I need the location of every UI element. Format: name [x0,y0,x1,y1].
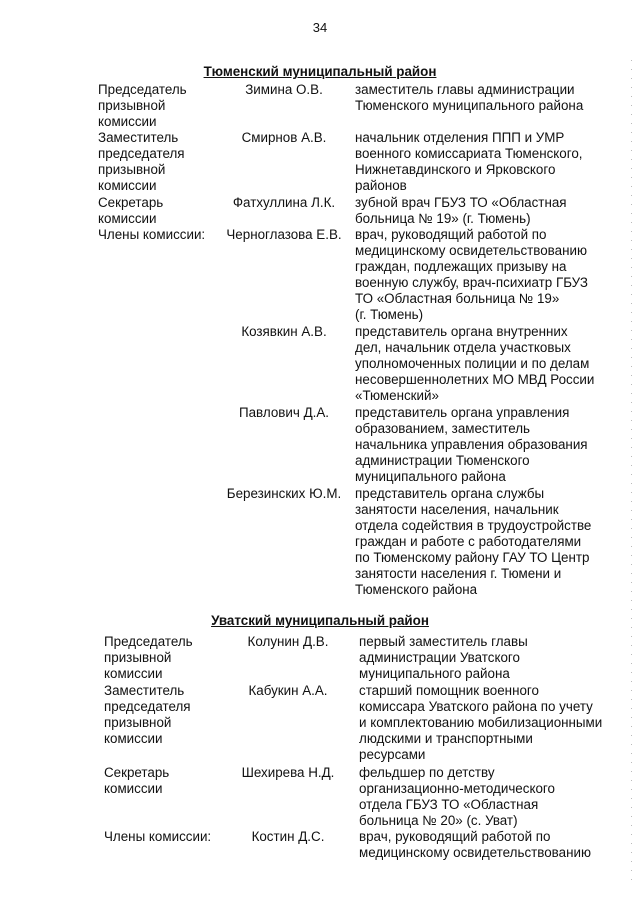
position-description: представитель органа управления образованием, заместитель начальника управления образования администрации Тюменского муниципального района [355,405,588,484]
person-name: Козявкин А.В. [241,324,327,339]
position-description: представитель органа службы занятости населения, начальник отдела содействия в трудоустройстве граждан и работе с работодателями по Тюменскому району ГАУ ТО Центр занятости населения г. Тюмени и Тюменского района [355,486,592,597]
person-name: Березинских Ю.М. [226,486,342,501]
position-description: врач, руководящий работой по медицинскому освидетельствованию [359,829,592,860]
role-label: Заместитель председателя призывной комиссии [104,683,191,746]
position-description: первый заместитель главы администрации Уватского муниципального района [359,634,528,681]
position-description: врач, руководящий работой по медицинскому освидетельствованию граждан, подлежащих призыву на военную службу, врач-психиатр ГБУЗ ТО «Областная больница № 19» (г. Тюмень) [355,227,588,322]
person-name: Павлович Д.А. [238,405,330,420]
position-description: представитель органа внутренних дел, начальник отдела участковых уполномоченных полиции и по делам несовершеннолетних МО МВД России «Тюменский» [355,324,595,403]
row-secretary [0,765,640,829]
person-name: Фатхуллина Л.К. [232,195,336,210]
row-member [0,405,640,486]
person-name: Смирнов А.В. [241,130,327,145]
row-deputy [0,683,640,765]
section-uvat [0,634,640,863]
role-label: Председатель призывной комиссии [104,634,193,681]
position-description: заместитель главы администрации Тюменского муниципального района [355,82,584,113]
person-name: Черноглазова Е.В. [226,227,342,242]
row-chairman [0,634,640,683]
row-chairman [0,82,640,130]
page-number: 34 [312,20,328,35]
row-member [0,829,640,863]
role-label: Члены комиссии: [104,829,212,844]
scan-edge-dots [631,60,632,880]
person-name: Зимина О.В. [245,82,323,97]
person-name: Кабукин А.А. [248,683,328,698]
role-label: Председатель призывной комиссии [98,82,187,129]
position-description: фельдшер по детству организационно-методического отдела ГБУЗ ТО «Областная больница № 20» (с. Уват) [359,765,555,828]
person-name: Шехирева Н.Д. [241,765,335,780]
role-label: Члены комиссии: [98,227,206,242]
position-description: начальник отделения ППП и УМР военного комиссариата Тюменского, Нижнетавдинского и Ярковского районов [355,130,583,193]
row-member [0,486,640,598]
row-secretary [0,195,640,227]
person-name: Колунин Д.В. [247,634,329,649]
role-label: Секретарь комиссии [104,765,170,796]
section-heading: Уватский муниципальный район [211,613,429,628]
section-tyumen [0,82,640,598]
row-member [0,324,640,405]
position-description: старший помощник военного комиссара Уватского района по учету и комплектованию мобилизационными людскими и транспортными ресурсами [359,683,603,762]
person-name: Костин Д.С. [251,829,325,844]
row-deputy [0,130,640,195]
row-member [0,227,640,324]
role-label: Заместитель председателя призывной комиссии [98,130,185,193]
position-description: зубной врач ГБУЗ ТО «Областная больница № 19» (г. Тюмень) [355,195,567,226]
section-heading: Тюменский муниципальный район [203,64,437,79]
role-label: Секретарь комиссии [98,195,164,226]
